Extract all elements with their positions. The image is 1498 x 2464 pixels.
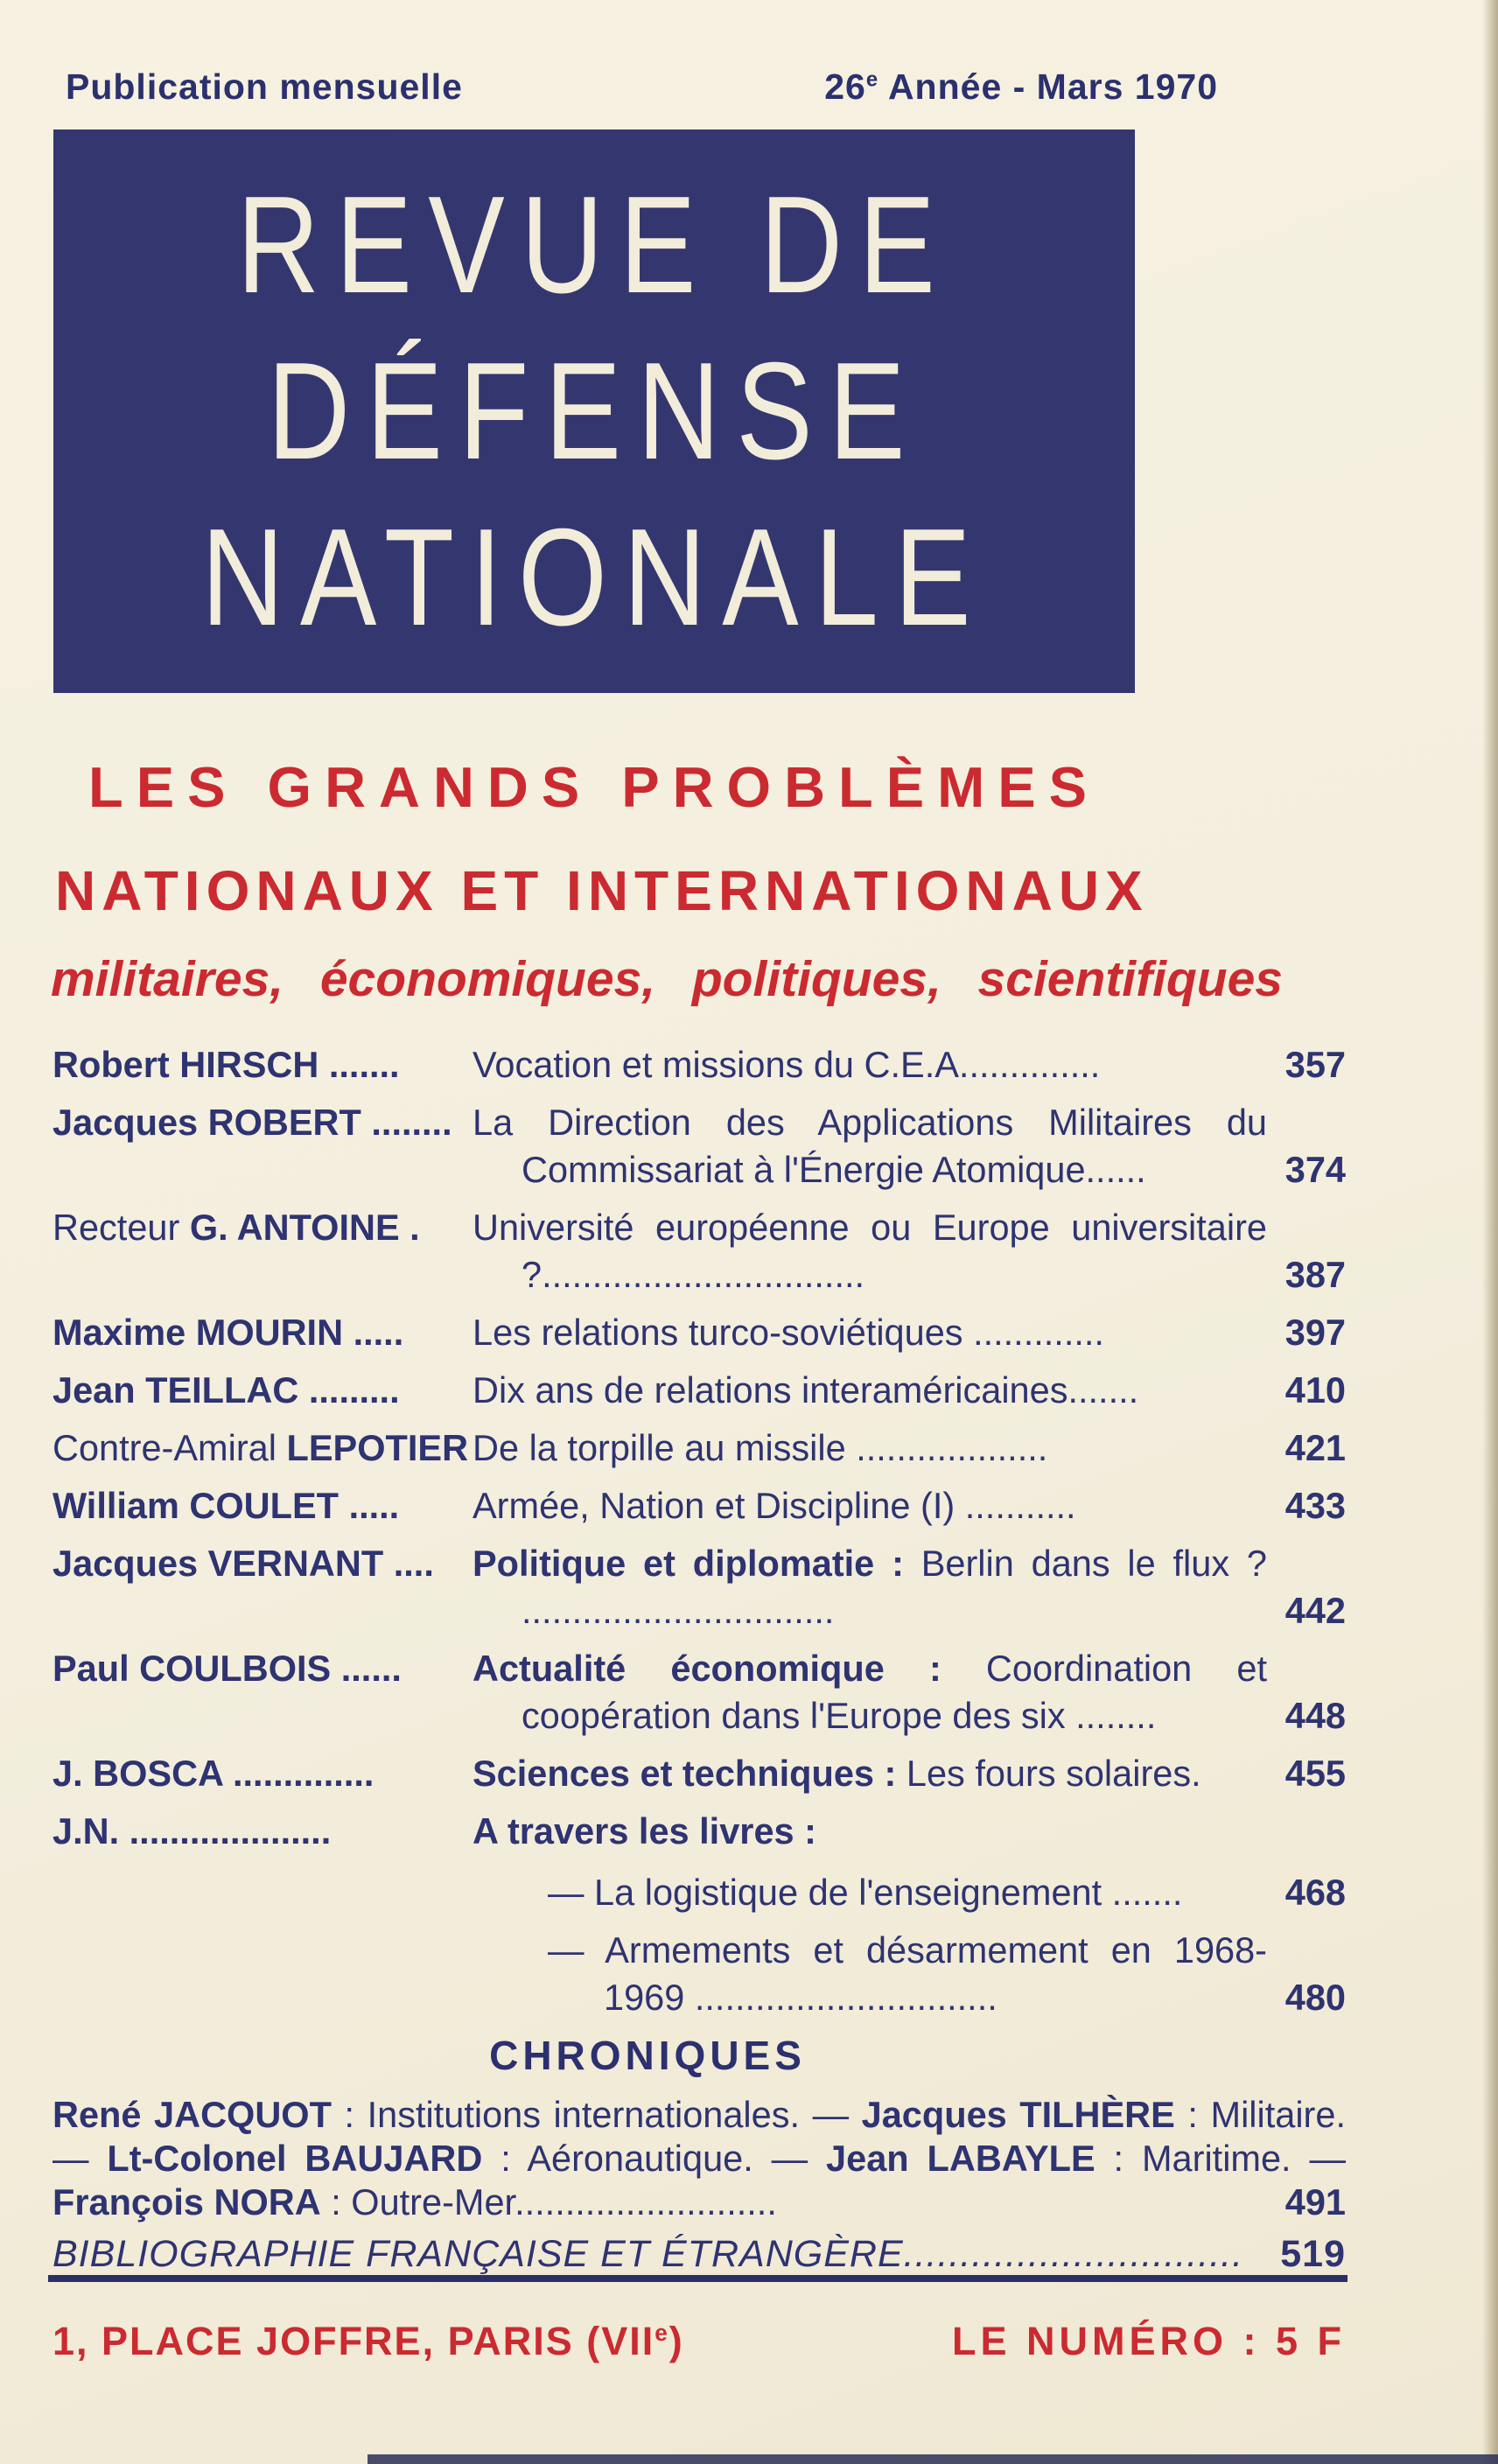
chroniques-paragraph: René JACQUOT : Institutions internationales. — Jacques TILHÈRE : Militaire. — Lt-Colonel BAUJARD : Aéronautique. — Jean LABAYLE : Maritime. — François NORA : Outre-Mer.......................... 491 (52, 2094, 1346, 2222)
masthead-line-2: DÉFENSE (267, 333, 921, 488)
toc-page-number: 357 (1284, 1044, 1346, 1085)
chroniques-page-number: 491 (1284, 2181, 1346, 2222)
toc-title: Vocation et missions du C.E.A.............. (472, 1044, 1101, 1085)
theme-heading (55, 754, 1149, 923)
toc-entry-vernant (52, 1540, 1346, 1634)
toc-title: Actualité économique : Coordination et coopération dans l'Europe des six ........ (472, 1648, 1267, 1736)
toc-entry-antoine (52, 1204, 1346, 1298)
toc-author: Jacques VERNANT .... (52, 1543, 434, 1584)
toc-title: Dix ans de relations interaméricaines....... (472, 1369, 1139, 1410)
toc-entry-coulet (52, 1482, 1346, 1530)
toc-page-number: 455 (1284, 1753, 1346, 1794)
toc-title: Les relations turco-soviétiques ............. (472, 1312, 1104, 1353)
toc-title: De la torpille au missile ................... (472, 1427, 1048, 1468)
toc-title: Armée, Nation et Discipline (I) ........... (472, 1485, 1076, 1526)
top-header (66, 66, 1218, 108)
bibliography-row (52, 2233, 1346, 2276)
chroniques-heading: CHRONIQUES (489, 2033, 806, 2078)
toc-author: Paul COULBOIS ...... (52, 1648, 402, 1689)
toc-subentry-armements (52, 1927, 1346, 2021)
toc-entry-coulbois (52, 1645, 1346, 1740)
toc-subentry-logistique (52, 1869, 1346, 1916)
toc-author: J.N. .................... (52, 1810, 332, 1852)
toc-author: Maxime MOURIN ..... (52, 1312, 404, 1353)
toc-author: William COULET ..... (52, 1485, 400, 1526)
toc-author: Recteur G. ANTOINE . (52, 1207, 420, 1248)
toc-title: A travers les livres : (472, 1810, 816, 1852)
publisher-address: 1, PLACE JOFFRE, PARIS (VIIe) (52, 2319, 684, 2363)
footer-divider-rule (48, 2275, 1348, 2282)
theme-subtitle: militaires, économiques, politiques, scientifiques (51, 951, 1283, 1007)
toc-page-number: 468 (1284, 1872, 1346, 1913)
toc-page-number: 480 (1284, 1977, 1346, 2018)
toc-title: Université européenne ou Europe universitaire ?................................ (472, 1207, 1267, 1295)
arrondissement-superscript: e (654, 2320, 669, 2346)
toc-subentry-title: — La logistique de l'enseignement ....... (548, 1872, 1183, 1913)
masthead-line-1: REVUE DE (236, 167, 952, 322)
masthead-title-block (55, 131, 1133, 691)
toc-entry-jn (52, 1808, 1346, 1855)
masthead-line-3: NATIONALE (201, 500, 987, 655)
issue-price: LE NUMÉRO : 5 F (951, 2319, 1346, 2363)
toc-author: Robert HIRSCH ....... (52, 1044, 400, 1085)
toc-author: Jean TEILLAC ......... (52, 1369, 400, 1410)
scan-edge-shadow-right (1482, 0, 1498, 2464)
bibliography-page-number: 519 (1280, 2233, 1346, 2275)
footer (52, 2319, 1346, 2364)
toc-entry-hirsch (52, 1041, 1346, 1088)
toc-author: Jacques ROBERT ........ (52, 1102, 452, 1143)
toc-subentry-title: — Armements et désarmement en 1968-1969 .............................. (548, 1929, 1267, 2018)
toc-page-number: 397 (1284, 1312, 1346, 1353)
toc-entry-mourin (52, 1309, 1346, 1356)
toc-entry-teillac (52, 1367, 1346, 1414)
toc-entry-robert (52, 1099, 1346, 1194)
toc-page-number: 442 (1284, 1590, 1346, 1631)
toc-title: Sciences et techniques : Les fours solaires. (472, 1753, 1201, 1794)
toc-title: Politique et diplomatie : Berlin dans le flux ? ............................... (472, 1543, 1267, 1631)
toc-page-number: 410 (1284, 1369, 1346, 1410)
toc-page-number: 433 (1284, 1485, 1346, 1526)
issue-date-label: 26e Année - Mars 1970 (824, 66, 1218, 107)
toc-title: La Direction des Applications Militaires du Commissariat à l'Énergie Atomique...... (472, 1102, 1267, 1190)
toc-page-number: 387 (1284, 1254, 1346, 1295)
issue-year-superscript: e (865, 67, 879, 92)
toc-entry-lepotier (52, 1424, 1346, 1472)
toc-page-number: 421 (1284, 1427, 1346, 1468)
scan-edge-shadow-bottom (368, 2454, 1498, 2464)
table-of-contents (52, 1041, 1346, 2032)
theme-heading-line-2: NATIONAUX ET INTERNATIONAUX (55, 859, 1149, 922)
bibliography-label: BIBLIOGRAPHIE FRANÇAISE ET ÉTRANGÈRE.............................. (52, 2233, 1244, 2275)
toc-entry-bosca (52, 1750, 1346, 1797)
toc-page-number: 448 (1284, 1695, 1346, 1736)
theme-heading-line-1: LES GRANDS PROBLÈMES (88, 755, 1100, 819)
publication-frequency-label: Publication mensuelle (66, 66, 463, 107)
toc-author: Contre-Amiral LEPOTIER (52, 1427, 469, 1468)
toc-author: J. BOSCA .............. (52, 1753, 374, 1794)
toc-page-number: 374 (1284, 1149, 1346, 1190)
